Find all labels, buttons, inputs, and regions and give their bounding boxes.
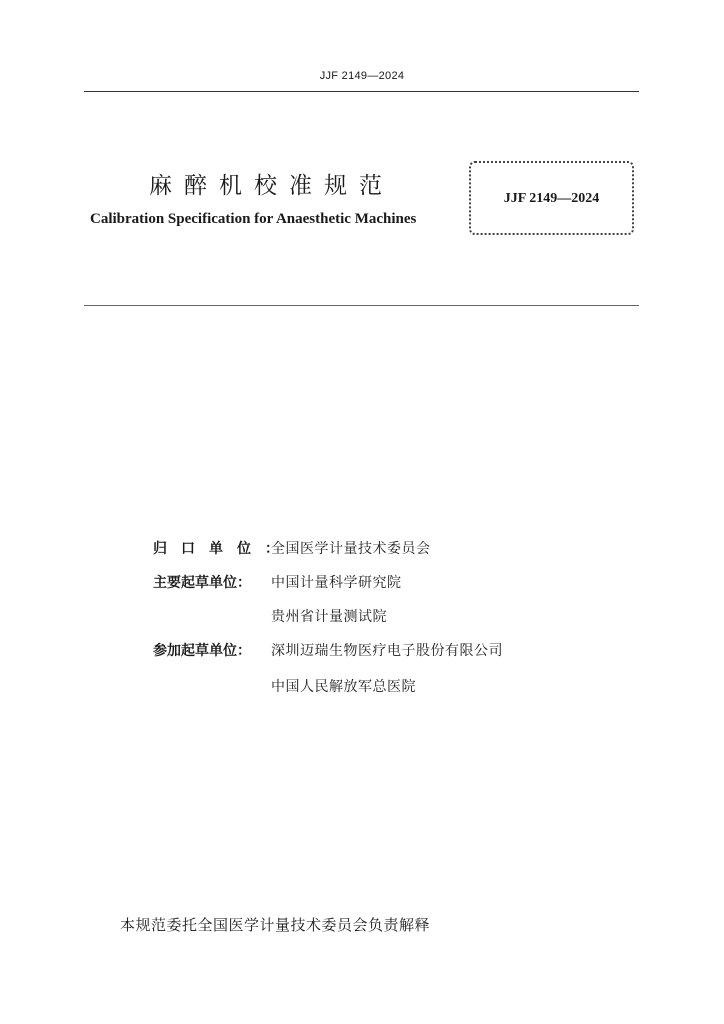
document-title-chinese: 麻醉机校准规范 bbox=[149, 173, 394, 199]
participating-unit-row-2 bbox=[153, 676, 416, 696]
participating-unit-row bbox=[153, 640, 503, 660]
spec-code-box bbox=[469, 161, 634, 235]
main-drafting-unit-value: 贵州省计量测试院 bbox=[271, 609, 387, 625]
participating-unit-value: 中国人民解放军总医院 bbox=[271, 679, 416, 695]
participating-unit-value: 深圳迈瑞生物医疗电子股份有限公司 bbox=[271, 643, 503, 659]
main-drafting-unit-label: 主要起草单位： bbox=[153, 575, 251, 591]
main-drafting-unit-row-2 bbox=[153, 606, 387, 626]
main-drafting-unit-row bbox=[153, 572, 402, 592]
interpretation-note: 本规范委托全国医学计量技术委员会负责解释 bbox=[120, 916, 431, 934]
responsible-unit-row bbox=[153, 538, 431, 558]
header-divider bbox=[84, 91, 639, 92]
main-drafting-unit-value: 中国计量科学研究院 bbox=[271, 575, 402, 591]
responsible-unit-value: 全国医学计量技术委员会 bbox=[271, 541, 431, 557]
spec-code: JJF 2149—2024 bbox=[503, 191, 600, 206]
title-divider bbox=[84, 305, 639, 306]
header-spec-code: JJF 2149—2024 bbox=[319, 70, 405, 82]
participating-unit-label: 参加起草单位： bbox=[153, 643, 251, 659]
document-title-english: Calibration Specification for Anaesthetic Machines bbox=[90, 211, 417, 227]
responsible-unit-label: 归口单位： bbox=[153, 541, 293, 557]
